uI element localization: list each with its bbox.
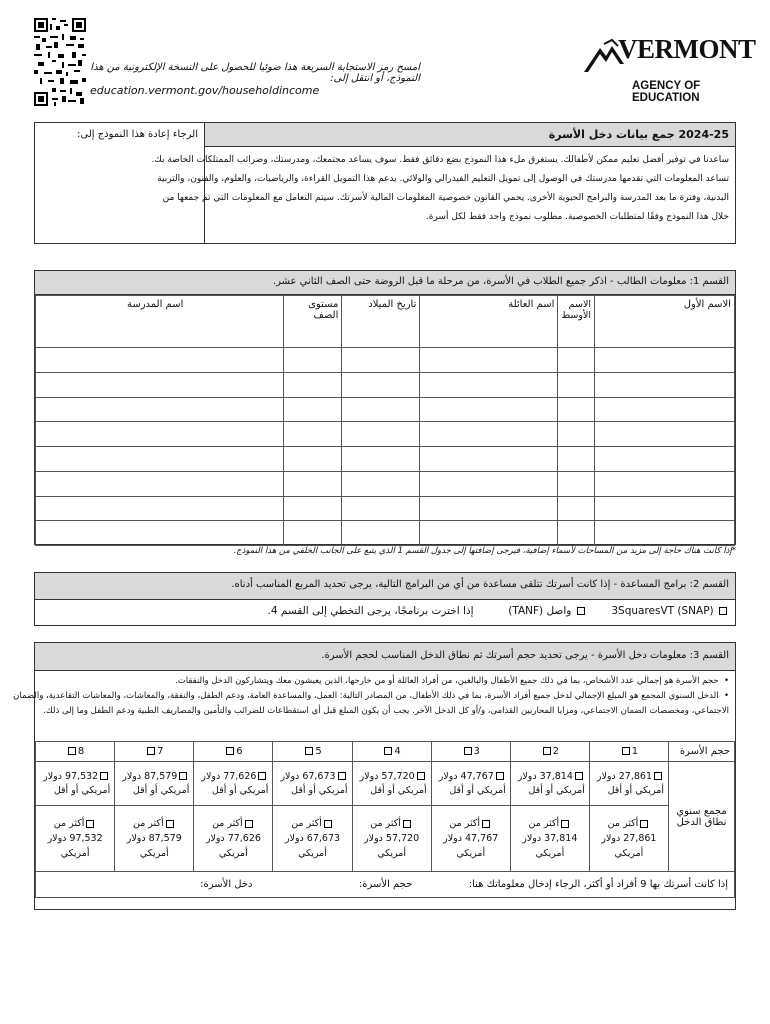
student-row[interactable] bbox=[36, 447, 735, 472]
section3-title: القسم 3: معلومات دخل الأسرة - يرجى تحديد حجم أسرتك ثم نطاق الدخل المناسب لحجم الأسرة. bbox=[321, 650, 729, 661]
return-to-label: الرجاء إعادة هذا النموذج إلى: bbox=[76, 129, 198, 140]
tanf-label: واصل (TANF) bbox=[508, 605, 572, 617]
range-text: 57,720 دولار أمريكي أو أقل bbox=[359, 770, 427, 796]
size-checkbox[interactable] bbox=[622, 747, 630, 755]
size-cell[interactable] bbox=[115, 742, 194, 762]
range-checkbox[interactable] bbox=[166, 820, 174, 828]
tanf-checkbox[interactable] bbox=[577, 607, 585, 615]
range-text: أكثر من 57,720 دولار أمريكي bbox=[364, 818, 420, 859]
student-row[interactable] bbox=[36, 471, 735, 496]
range-checkbox[interactable] bbox=[654, 772, 662, 780]
size-number: 8 bbox=[77, 746, 85, 757]
form-url-link[interactable]: education.vermont.gov/householdincome bbox=[90, 84, 320, 97]
student-row[interactable] bbox=[36, 397, 735, 422]
size-checkbox[interactable] bbox=[464, 747, 472, 755]
size-checkbox[interactable] bbox=[305, 747, 313, 755]
range-checkbox[interactable] bbox=[324, 820, 332, 828]
range-text: أكثر من 87,579 دولار أمريكي bbox=[126, 818, 182, 859]
student-row[interactable] bbox=[36, 496, 735, 521]
student-row[interactable] bbox=[36, 348, 735, 373]
intro-line: البدنية، وفترة ما بعد المدرسة والبرامج الحيوية الأخرى. يحمي القانون خصوصية المعلومات المالية لأسرتك. سيتم التعامل مع المعلومات التي تم جمعها من bbox=[162, 193, 729, 203]
range-checkbox[interactable] bbox=[640, 820, 648, 828]
range-text: 37,814 دولار أمريكي أو أقل bbox=[517, 770, 585, 796]
col-middle-name: الاسم الأوسط bbox=[558, 296, 595, 348]
size-number: 5 bbox=[315, 746, 322, 757]
income-range-cell[interactable] bbox=[273, 806, 352, 872]
size-checkbox[interactable] bbox=[543, 747, 551, 755]
range-checkbox[interactable] bbox=[245, 820, 253, 828]
range-text: أكثر من 67,673 دولار أمريكي bbox=[284, 818, 341, 859]
range-checkbox[interactable] bbox=[417, 772, 425, 780]
size-cell[interactable] bbox=[273, 742, 352, 762]
student-row[interactable] bbox=[36, 422, 735, 447]
qr-code bbox=[34, 18, 86, 106]
range-checkbox[interactable] bbox=[575, 772, 583, 780]
range-text: 27,861 دولار أمريكي أو أقل bbox=[596, 770, 664, 796]
col-last-name: اسم العائلة bbox=[420, 296, 558, 348]
range-checkbox[interactable] bbox=[561, 820, 569, 828]
intro-line: خلال هذا النموذج وفقًا لمتطلبات الخصوصية. مطلوب نموذج واحد فقط لكل أسرة. bbox=[425, 212, 729, 222]
range-checkbox[interactable] bbox=[258, 772, 266, 780]
vermont-logo bbox=[582, 32, 756, 104]
range-text: أكثر من 77,626 دولار أمريكي bbox=[205, 818, 261, 859]
annual-income-definition: الدخل السنوي المجمع هو المبلغ الإجمالي لدخل جميع أفراد الأسرة، بما في ذلك الأطفال، من المصادر التالية: العمل، والمساعدة العامة، ودعم الطفل، والنفقة، والمعاشات، والمعاشات التقاعدية، والضمان bbox=[13, 691, 719, 701]
range-checkbox[interactable] bbox=[179, 772, 187, 780]
intro-line: تساعد المعلومات التي تقدمها مدرستك في الوصول إلى تمويل التعليم الفيدرالي والولائي. يدعم هذا التمويل القراءة، والرياضيات، والعلوم، والفنون، والتربية bbox=[157, 174, 729, 184]
size-checkbox[interactable] bbox=[226, 747, 234, 755]
col-first-name: الاسم الأول bbox=[595, 296, 735, 348]
size-number: 2 bbox=[552, 746, 560, 757]
income-range-cell[interactable] bbox=[194, 806, 273, 872]
scan-instruction: امسح رمز الاستجابة السريعة هذا ضوئيا للحصول على النسخة الإلكترونية من هذا النموذج، أو انتقل إلى: bbox=[90, 62, 420, 84]
size-cell[interactable] bbox=[589, 742, 668, 762]
range-text: أكثر من 47,767 دولار أمريكي bbox=[443, 818, 499, 859]
intro-line: ساعدنا في توفير أفضل تعليم ممكن لأطفالك. يستغرق ملء هذا النموذج بضع دقائق فقط. سوف يساعد مجتمعك، ومدرستك، وضرائب الممتلكات الخاصة بك. bbox=[151, 155, 729, 165]
range-checkbox[interactable] bbox=[482, 820, 490, 828]
range-text: أكثر من 97,532 دولار أمريكي bbox=[47, 818, 103, 859]
student-row[interactable] bbox=[36, 521, 735, 546]
bullet-icon: • bbox=[718, 691, 729, 701]
intro-title: 2024-25 جمع بيانات دخل الأسرة bbox=[548, 128, 729, 141]
size-checkbox[interactable] bbox=[147, 747, 155, 755]
income-range-cell[interactable] bbox=[273, 762, 352, 806]
income-range-cell[interactable] bbox=[352, 806, 431, 872]
range-text: 47,767 دولار أمريكي أو أقل bbox=[438, 770, 506, 796]
intro-box bbox=[34, 122, 736, 244]
section3-box bbox=[13, 642, 736, 910]
range-checkbox[interactable] bbox=[100, 772, 108, 780]
range-checkbox[interactable] bbox=[403, 820, 411, 828]
logo-wordmark: VERMONT bbox=[618, 34, 756, 64]
size-cell[interactable] bbox=[431, 742, 510, 762]
col-birth-date: تاريخ الميلاد bbox=[342, 296, 420, 348]
income-range-cell[interactable] bbox=[36, 762, 115, 806]
large-household-instruction: إذا كانت أسرتك بها 9 أفراد أو أكثر، الرجاء إدخال معلوماتك هنا: bbox=[468, 879, 728, 890]
range-text: 97,532 دولار أمريكي أو أقل bbox=[43, 770, 111, 796]
col-school-name: اسم المدرسة bbox=[36, 296, 284, 348]
income-range-cell[interactable] bbox=[510, 762, 589, 806]
section2-title: القسم 2: برامج المساعدة - إذا كانت أسرتك تتلقى مساعدة من أي من البرامج التالية، يرجى تحديد المربع المناسب أدناه. bbox=[231, 579, 729, 590]
size-cell[interactable] bbox=[194, 742, 273, 762]
section1-footnote: *إذا كانت هناك حاجة إلى مزيد من المساحات لأسماء إضافية، فيرجى إضافتها إلى جدول القسم 1 الذي يتبع على الجانب الخلفي من هذا النموذج. bbox=[233, 546, 736, 556]
range-checkbox[interactable] bbox=[338, 772, 346, 780]
range-text: 77,626 دولار أمريكي أو أقل bbox=[201, 770, 269, 796]
size-cell[interactable] bbox=[36, 742, 115, 762]
range-checkbox[interactable] bbox=[86, 820, 94, 828]
range-text: أكثر من 27,861 دولار أمريكي bbox=[601, 818, 657, 859]
size-cell[interactable] bbox=[510, 742, 589, 762]
household-size-label: حجم الأسرة bbox=[669, 742, 735, 762]
section2-box bbox=[34, 572, 736, 626]
size-cell[interactable] bbox=[352, 742, 431, 762]
size-number: 7 bbox=[157, 746, 164, 757]
size-checkbox[interactable] bbox=[384, 747, 392, 755]
annual-income-definition-cont: الاجتماعي، ومخصصات الضمان الاجتماعي، ومزايا المحاربين القدامى، و/أو كل الدخل الآخر. يجب أن يكون المبلغ قبل أي استقطاعات للضرائب والتأمين والمصاريف الطبية ودعم الطفل وما إلى ذلك. bbox=[43, 706, 729, 716]
student-row[interactable] bbox=[36, 372, 735, 397]
income-range-cell[interactable] bbox=[352, 762, 431, 806]
snap-label: 3SquaresVT (SNAP) bbox=[611, 605, 714, 617]
income-table bbox=[35, 741, 735, 898]
section1-title: القسم 1: معلومات الطالب - اذكر جميع الطلاب في الأسرة، من مرحلة ما قبل الروضة حتى الصف الثاني عشر. bbox=[272, 276, 729, 287]
income-range-cell[interactable] bbox=[36, 806, 115, 872]
range-text: أكثر من 37,814 دولار أمريكي bbox=[522, 818, 578, 859]
large-household-income-label: دخل الأسرة: bbox=[200, 879, 253, 890]
range-text: 87,579 دولار أمريكي أو أقل bbox=[122, 770, 190, 796]
bullet-icon: • bbox=[718, 676, 729, 686]
size-number: 6 bbox=[236, 746, 243, 757]
size-number: 3 bbox=[473, 746, 480, 757]
large-household-size-label: حجم الأسرة: bbox=[358, 879, 413, 890]
size-number: 4 bbox=[394, 746, 401, 757]
income-range-cell[interactable] bbox=[589, 762, 668, 806]
income-range-label: مجمع سنوي نطاق الدخل bbox=[669, 762, 735, 872]
household-size-definition: حجم الأسرة هو إجمالي عدد الأشخاص، بما في ذلك جميع الأطفال والبالغين، من أفراد العائلة أو من خارجها، الذين يعيشون معك ويتشاركون الدخل والنفقات. bbox=[175, 676, 719, 686]
col-grade-level: مستوى الصف bbox=[284, 296, 342, 348]
income-range-cell[interactable] bbox=[431, 762, 510, 806]
income-range-cell[interactable] bbox=[431, 806, 510, 872]
income-range-cell[interactable] bbox=[115, 806, 194, 872]
size-number: 1 bbox=[631, 746, 639, 757]
range-text: 67,673 دولار أمريكي أو أقل bbox=[280, 770, 348, 796]
snap-checkbox[interactable] bbox=[719, 607, 727, 615]
income-range-cell[interactable] bbox=[194, 762, 273, 806]
income-range-cell[interactable] bbox=[115, 762, 194, 806]
section1-box bbox=[34, 270, 736, 545]
income-range-cell[interactable] bbox=[510, 806, 589, 872]
size-checkbox[interactable] bbox=[68, 747, 76, 755]
logo-agency-name: AGENCY OF EDUCATION bbox=[632, 80, 701, 104]
student-table bbox=[35, 295, 735, 546]
range-checkbox[interactable] bbox=[496, 772, 504, 780]
section2-skip-note: إذا اخترت برنامجًا، يرجى التخطي إلى القسم 4. bbox=[267, 605, 474, 617]
income-range-cell[interactable] bbox=[589, 806, 668, 872]
